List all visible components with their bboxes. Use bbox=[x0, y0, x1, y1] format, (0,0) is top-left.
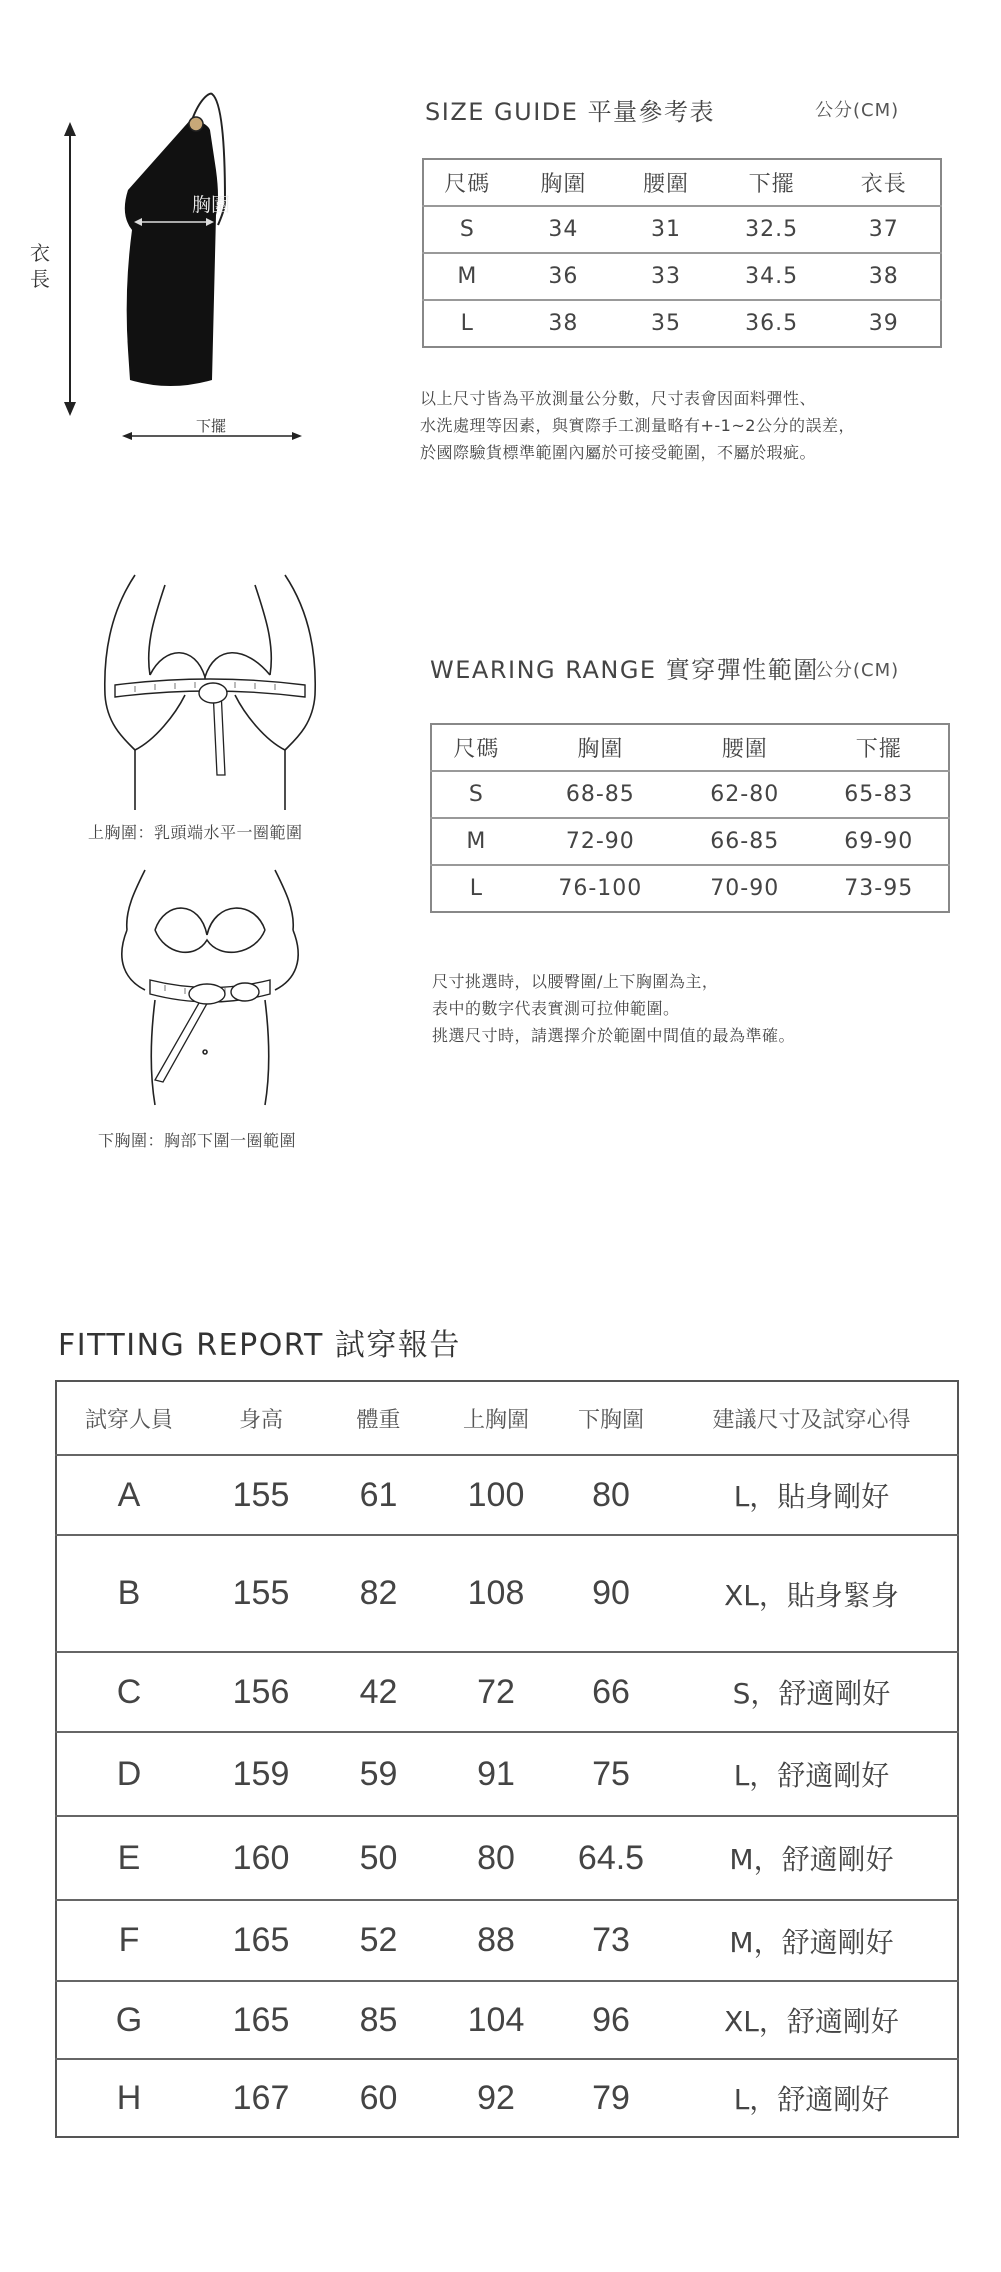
header-cell: 身高 bbox=[238, 1407, 283, 1433]
table-cell: 79 bbox=[556, 2059, 666, 2137]
table-cell: 38 bbox=[827, 253, 941, 300]
table-cell: 72-90 bbox=[521, 818, 680, 865]
table-cell: B bbox=[56, 1535, 201, 1652]
table-cell: 155 bbox=[201, 1535, 321, 1652]
table-cell: 64.5 bbox=[556, 1816, 666, 1900]
table-cell: 96 bbox=[556, 1981, 666, 2059]
table-row bbox=[431, 771, 949, 818]
table-cell: 61 bbox=[321, 1455, 436, 1535]
table-row bbox=[431, 818, 949, 865]
table-cell: L，貼身剛好 bbox=[666, 1455, 958, 1535]
header-cell: 建議尺寸及試穿心得 bbox=[712, 1407, 911, 1433]
table-cell: 34 bbox=[511, 206, 617, 253]
table-cell: 155 bbox=[201, 1455, 321, 1535]
table-cell: XL，舒適剛好 bbox=[666, 1981, 958, 2059]
size-guide-note: 以上尺寸皆為平放測量公分數，尺寸表會因面料彈性、 水洗處理等因素，與實際手工測量略有+-1~2公分的誤差， 於國際驗貨標準範圍內屬於可接受範圍，不屬於瑕疵。 bbox=[420, 389, 855, 462]
table-row bbox=[423, 206, 941, 253]
table-cell: 167 bbox=[201, 2059, 321, 2137]
lower-chest-caption: 下胸圍：胸部下圍一圈範圍 bbox=[98, 1131, 297, 1150]
table-cell: M bbox=[423, 253, 511, 300]
fitting-report-table bbox=[55, 1380, 959, 2138]
table-row bbox=[56, 1900, 958, 1981]
table-row bbox=[56, 1732, 958, 1816]
table-cell: D bbox=[56, 1732, 201, 1816]
table-cell: 82 bbox=[321, 1535, 436, 1652]
chest-label: 胸圍 bbox=[192, 194, 231, 216]
header-cell: 下胸圍 bbox=[577, 1407, 644, 1433]
upper-chest-caption: 上胸圍：乳頭端水平一圈範圍 bbox=[88, 823, 303, 842]
table-cell: 88 bbox=[436, 1900, 556, 1981]
table-cell: F bbox=[56, 1900, 201, 1981]
table-row bbox=[56, 1455, 958, 1535]
table-cell: 80 bbox=[556, 1455, 666, 1535]
header-cell: 胸圍 bbox=[577, 737, 624, 762]
table-cell: L，舒適剛好 bbox=[666, 1732, 958, 1816]
table-cell: 72 bbox=[436, 1652, 556, 1732]
table-cell: 34.5 bbox=[716, 253, 828, 300]
table-row bbox=[56, 2059, 958, 2137]
table-header-row bbox=[423, 159, 941, 206]
table-cell: 62-80 bbox=[680, 771, 810, 818]
table-cell: H bbox=[56, 2059, 201, 2137]
table-cell: 60 bbox=[321, 2059, 436, 2137]
length-label: 衣長 bbox=[30, 241, 50, 291]
table-cell: 42 bbox=[321, 1652, 436, 1732]
header-cell: 胸圍 bbox=[540, 172, 587, 197]
table-row bbox=[56, 1535, 958, 1652]
table-cell: 68-85 bbox=[521, 771, 680, 818]
header-cell: 下擺 bbox=[748, 172, 795, 197]
table-cell: XL，貼身緊身 bbox=[666, 1535, 958, 1652]
table-cell: L，舒適剛好 bbox=[666, 2059, 958, 2137]
header-cell: 腰圍 bbox=[721, 737, 768, 762]
table-row bbox=[431, 865, 949, 912]
header-cell: 試穿人員 bbox=[84, 1407, 173, 1433]
garment-diagram bbox=[20, 90, 320, 460]
table-cell: S bbox=[431, 771, 521, 818]
table-cell: 90 bbox=[556, 1535, 666, 1652]
one-shoulder-top-shape bbox=[125, 118, 218, 386]
header-cell: 體重 bbox=[356, 1407, 401, 1433]
table-cell: 70-90 bbox=[680, 865, 810, 912]
header-cell: 上胸圍 bbox=[462, 1407, 529, 1433]
table-cell: 156 bbox=[201, 1652, 321, 1732]
table-row bbox=[56, 1816, 958, 1900]
table-cell: 85 bbox=[321, 1981, 436, 2059]
table-cell: 35 bbox=[616, 300, 716, 347]
table-cell: 36.5 bbox=[716, 300, 828, 347]
table-cell: E bbox=[56, 1816, 201, 1900]
table-cell: 165 bbox=[201, 1981, 321, 2059]
table-cell: 38 bbox=[511, 300, 617, 347]
table-cell: 66-85 bbox=[680, 818, 810, 865]
table-cell: 37 bbox=[827, 206, 941, 253]
table-cell: A bbox=[56, 1455, 201, 1535]
wearing-range-note: 尺寸挑選時，以腰臀圍/上下胸圍為主， 表中的數字代表實測可拉伸範圍。 挑選尺寸時，請選擇介於範圍中間值的最為準確。 bbox=[432, 972, 796, 1045]
table-row bbox=[423, 300, 941, 347]
table-cell: 59 bbox=[321, 1732, 436, 1816]
table-cell: S bbox=[423, 206, 511, 253]
size-guide-title: SIZE GUIDE 平量參考表 bbox=[425, 98, 716, 126]
table-cell: 165 bbox=[201, 1900, 321, 1981]
table-cell: 33 bbox=[616, 253, 716, 300]
table-cell: 80 bbox=[436, 1816, 556, 1900]
table-cell: 65-83 bbox=[810, 771, 949, 818]
wearing-range-unit: 公分(CM) bbox=[815, 660, 900, 681]
fitting-report-title: FITTING REPORT 試穿報告 bbox=[58, 1328, 461, 1363]
wearing-range-table bbox=[430, 723, 950, 913]
lower-chest-figure bbox=[95, 860, 325, 1110]
table-cell: 50 bbox=[321, 1816, 436, 1900]
table-row bbox=[56, 1981, 958, 2059]
header-cell: 衣長 bbox=[860, 172, 907, 197]
table-cell: 69-90 bbox=[810, 818, 949, 865]
table-cell: 92 bbox=[436, 2059, 556, 2137]
header-cell: 尺碼 bbox=[444, 172, 491, 197]
table-cell: 159 bbox=[201, 1732, 321, 1816]
table-cell: 73-95 bbox=[810, 865, 949, 912]
upper-chest-figure bbox=[95, 565, 325, 815]
table-cell: 160 bbox=[201, 1816, 321, 1900]
table-cell: 31 bbox=[616, 206, 716, 253]
table-cell: 32.5 bbox=[716, 206, 828, 253]
hem-label: 下擺 bbox=[196, 417, 227, 435]
header-cell: 腰圍 bbox=[642, 172, 689, 197]
table-row bbox=[423, 253, 941, 300]
table-cell: L bbox=[423, 300, 511, 347]
table-header-row bbox=[56, 1381, 958, 1455]
table-cell: 36 bbox=[511, 253, 617, 300]
table-cell: 104 bbox=[436, 1981, 556, 2059]
wearing-range-title: WEARING RANGE 實穿彈性範圍 bbox=[430, 656, 819, 684]
table-cell: 91 bbox=[436, 1732, 556, 1816]
table-cell: 75 bbox=[556, 1732, 666, 1816]
table-cell: M，舒適剛好 bbox=[666, 1900, 958, 1981]
table-cell: L bbox=[431, 865, 521, 912]
table-cell: G bbox=[56, 1981, 201, 2059]
table-cell: S，舒適剛好 bbox=[666, 1652, 958, 1732]
table-cell: 66 bbox=[556, 1652, 666, 1732]
table-header-row bbox=[431, 724, 949, 771]
table-cell: 73 bbox=[556, 1900, 666, 1981]
table-cell: M bbox=[431, 818, 521, 865]
table-cell: 39 bbox=[827, 300, 941, 347]
table-cell: 52 bbox=[321, 1900, 436, 1981]
header-cell: 尺碼 bbox=[453, 737, 500, 762]
table-cell: 76-100 bbox=[521, 865, 680, 912]
table-cell: 108 bbox=[436, 1535, 556, 1652]
table-cell: C bbox=[56, 1652, 201, 1732]
table-row bbox=[56, 1652, 958, 1732]
table-cell: M，舒適剛好 bbox=[666, 1816, 958, 1900]
header-cell: 下擺 bbox=[855, 737, 902, 762]
button-icon bbox=[189, 117, 203, 131]
size-guide-unit: 公分(CM) bbox=[815, 100, 900, 121]
size-guide-table bbox=[422, 158, 942, 348]
table-cell: 100 bbox=[436, 1455, 556, 1535]
